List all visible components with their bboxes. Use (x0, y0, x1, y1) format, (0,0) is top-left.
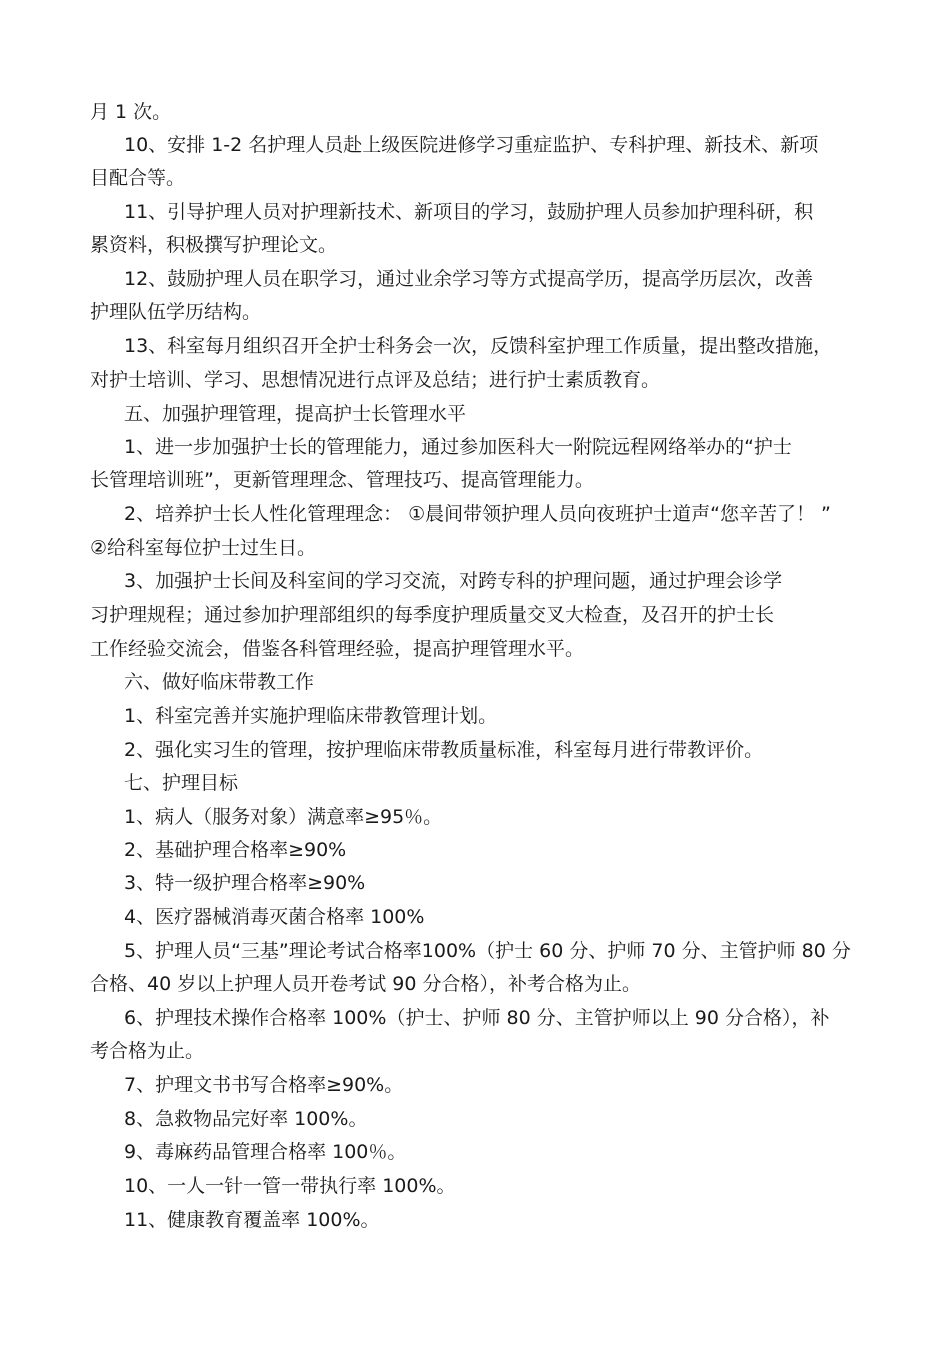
text-line: 2、基础护理合格率≥90% (124, 839, 347, 861)
text-line: ②给科室每位护士过生日。 (90, 537, 317, 559)
text-line: 8、急救物品完好率 100%。 (124, 1108, 368, 1130)
text-line: 13、科室每月组织召开全护士科务会一次，反馈科室护理工作质量，提出整改措施， (124, 335, 833, 357)
text-line: 工作经验交流会，借鉴各科管理经验，提高护理管理水平。 (90, 638, 585, 660)
text-line: 11、引导护理人员对护理新技术、新项目的学习，鼓励护理人员参加护理科研，积 (124, 201, 814, 223)
text-line: 2、培养护士长人性化管理理念： ①晨间带领护理人员向夜班护士道声“您辛苦了！ ” (124, 503, 831, 525)
text-line: 7、护理文书书写合格率≥90%。 (124, 1074, 404, 1096)
section-heading: 六、做好临床带教工作 (124, 671, 315, 693)
text-line: 合格、40 岁以上护理人员开卷考试 90 分合格），补考合格为止。 (90, 973, 641, 995)
text-line: 9、毒麻药品管理合格率 100％。 (124, 1141, 407, 1163)
text-line: 2、强化实习生的管理，按护理临床带教质量标准，科室每月进行带教评价。 (124, 739, 764, 761)
text-line: 1、病人（服务对象）满意率≥95％。 (124, 806, 443, 828)
text-line: 6、护理技术操作合格率 100%（护士、护师 80 分、主管护师以上 90 分合格），补 (124, 1007, 830, 1029)
text-line: 目配合等。 (90, 167, 186, 189)
text-line: 4、医疗器械消毒灭菌合格率 100% (124, 906, 425, 928)
text-line: 月 1 次。 (90, 101, 172, 123)
text-line: 11、健康教育覆盖率 100%。 (124, 1209, 380, 1231)
text-line: 5、护理人员“三基”理论考试合格率100%（护士 60 分、护师 70 分、主管护师 80 分 (124, 940, 851, 962)
section-heading: 五、加强护理管理，提高护士长管理水平 (124, 403, 467, 425)
text-line: 累资料，积极撰写护理论文。 (90, 234, 338, 256)
text-line: 10、一人一针一管一带执行率 100%。 (124, 1175, 456, 1197)
text-line: 长管理培训班”，更新管理理念、管理技巧、提高管理能力。 (90, 469, 594, 491)
text-line: 护理队伍学历结构。 (90, 301, 262, 323)
text-line: 习护理规程；通过参加护理部组织的每季度护理质量交叉大检查，及召开的护士长 (90, 604, 775, 626)
text-line: 12、鼓励护理人员在职学习，通过业余学习等方式提高学历，提高学历层次，改善 (124, 268, 814, 290)
text-line: 1、进一步加强护士长的管理能力，通过参加医科大一附院远程网络举办的“护士 (124, 436, 792, 458)
text-line: 考合格为止。 (90, 1040, 205, 1062)
text-line: 对护士培训、学习、思想情况进行点评及总结；进行护士素质教育。 (90, 369, 661, 391)
section-heading: 七、护理目标 (124, 772, 239, 794)
text-line: 3、加强护士长间及科室间的学习交流，对跨专科的护理问题，通过护理会诊学 (124, 570, 783, 592)
text-line: 10、安排 1-2 名护理人员赴上级医院进修学习重症监护、专科护理、新技术、新项 (124, 134, 819, 156)
text-line: 3、特一级护理合格率≥90% (124, 872, 366, 894)
text-line: 1、科室完善并实施护理临床带教管理计划。 (124, 705, 498, 727)
